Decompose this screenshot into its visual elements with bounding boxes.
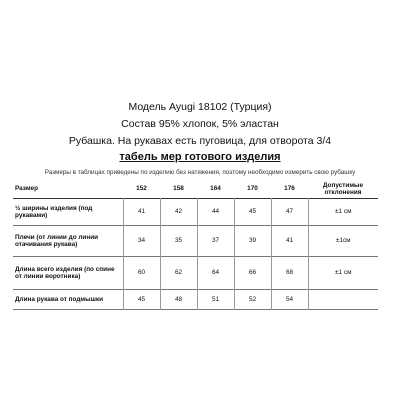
table-cell: 39 xyxy=(234,226,271,257)
table-cell: 64 xyxy=(197,257,234,290)
row-label: ½ ширины изделия (под рукавами) xyxy=(13,199,123,226)
table-row xyxy=(13,226,378,257)
table-cell: 52 xyxy=(234,290,271,310)
table-cell: 54 xyxy=(271,290,308,310)
size-table xyxy=(13,180,378,310)
table-cell: 42 xyxy=(160,199,197,226)
table-cell: 48 xyxy=(160,290,197,310)
column-header: 152 xyxy=(136,185,147,193)
table-cell: 45 xyxy=(234,199,271,226)
table-cell: 68 xyxy=(271,257,308,290)
tolerance-cell: ±1см xyxy=(335,237,351,245)
table-cell: 47 xyxy=(271,199,308,226)
tolerance-cell: ±1 см xyxy=(335,269,352,277)
tolerance-cell: ±1 см xyxy=(335,208,352,216)
table-cell: 45 xyxy=(123,290,160,310)
composition-line: Состав 95% хлопок, 5% эластан xyxy=(121,118,279,130)
column-header: 158 xyxy=(173,185,184,193)
table-row xyxy=(13,290,378,310)
table-cell: 51 xyxy=(197,290,234,310)
table-cell: 44 xyxy=(197,199,234,226)
table-title: табель мер готового изделия xyxy=(119,151,281,163)
table-cell: 41 xyxy=(271,226,308,257)
measurement-note: Размеры в таблицах приведены по изделию без натяжения, поэтому необходимо измерить свою рубашку xyxy=(44,169,356,176)
table-cell: 37 xyxy=(197,226,234,257)
row-label: Плечи (от линии до линии отачивания рукава) xyxy=(13,226,123,257)
table-cell: 34 xyxy=(123,226,160,257)
description-line: Рубашка. На рукавах есть пуговица, для отворота 3/4 xyxy=(68,135,332,147)
column-header: 170 xyxy=(247,185,258,193)
table-row xyxy=(13,199,378,226)
column-header: Размер xyxy=(15,185,39,193)
model-line: Модель Ayugi 18102 (Турция) xyxy=(128,101,272,113)
table-row xyxy=(13,257,378,290)
table-cell: 35 xyxy=(160,226,197,257)
table-header-row xyxy=(13,180,378,199)
table-cell: 66 xyxy=(234,257,271,290)
table-cell: 60 xyxy=(123,257,160,290)
column-header: Допустимые отклонения xyxy=(322,181,364,196)
table-cell: 41 xyxy=(123,199,160,226)
tolerance-cell xyxy=(308,290,378,310)
column-header: 164 xyxy=(210,185,221,193)
row-label: Длина рукава от подмышки xyxy=(13,290,123,310)
table-cell: 62 xyxy=(160,257,197,290)
row-label: Длина всего изделия (по спине от линии воротника) xyxy=(13,257,123,290)
column-header: 176 xyxy=(284,185,295,193)
